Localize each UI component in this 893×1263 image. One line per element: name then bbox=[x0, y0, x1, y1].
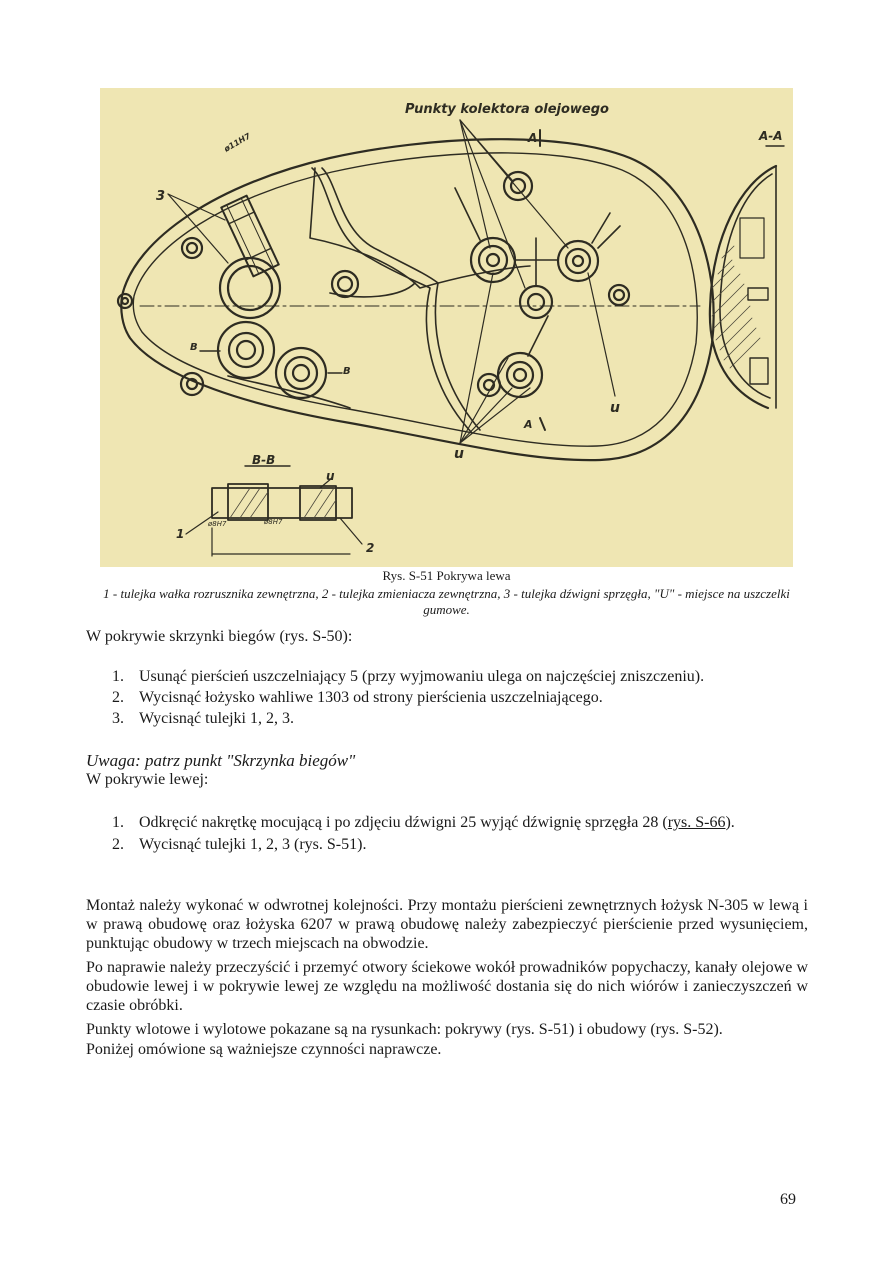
list-item: 2. Wycisnąć tulejki 1, 2, 3 (rys. S-51). bbox=[112, 836, 367, 853]
note-text: Uwaga: patrz punkt "Skrzynka biegów" bbox=[86, 751, 356, 770]
label-three: 3 bbox=[156, 189, 166, 204]
cover-drawing-svg bbox=[100, 88, 793, 567]
left-cover-intro: W pokrywie lewej: bbox=[86, 771, 209, 788]
step-text-end: ). bbox=[725, 814, 735, 831]
label-a-top: A bbox=[528, 131, 538, 145]
rib-partition-2 bbox=[322, 168, 480, 430]
section-aa-view bbox=[710, 146, 784, 408]
section-bb-view bbox=[186, 466, 362, 556]
step-text: Odkręcić nakrętkę mocującą i po zdjęciu dźwigni 25 wyjąć dźwignię sprzęgła 28 ( bbox=[139, 814, 668, 831]
label-u-right: u bbox=[610, 400, 620, 416]
hole-right-small bbox=[609, 285, 629, 305]
label-b-left: B bbox=[190, 342, 198, 353]
label-one: 1 bbox=[176, 527, 185, 541]
boss-lower-left bbox=[276, 348, 326, 398]
collector-boss-right bbox=[558, 241, 598, 281]
step-text: Wycisnąć tulejki 1, 2, 3. bbox=[139, 710, 294, 727]
rib-partition bbox=[312, 168, 472, 433]
cover-outline bbox=[121, 139, 713, 460]
label-dim-bb-right: ø8H7 bbox=[264, 518, 283, 526]
rib-lower bbox=[228, 376, 350, 408]
paragraph-assembly: Montaż należy wykonać w odwrotnej kolejności. Przy montażu pierścieni zewnętrznych łożysk N-305 w lewą i w prawą obudowę oraz łożyska 6207 w prawą obudowę należy zabezpieczyć pierścienie przed wysunięciem, punktując obudowy w trzech miejscach na obwodzie. bbox=[86, 897, 808, 952]
label-two: 2 bbox=[366, 541, 375, 555]
gearbox-cover-intro: W pokrywie skrzynki biegów (rys. S-50): bbox=[86, 628, 353, 645]
paragraph-inlet-points: Punkty wlotowe i wylotowe pokazane są na rysunkach: pokrywy (rys. S-51) i obudowy (rys. S-52). bbox=[86, 1021, 723, 1038]
label-u-bottom: u bbox=[454, 446, 464, 462]
left-cover-steps bbox=[86, 813, 808, 854]
collector-boss-bottom bbox=[498, 353, 542, 397]
label-dim-lever: ø11H7 bbox=[222, 131, 253, 154]
label-b-right: B bbox=[343, 366, 351, 377]
step-text: Wycisnąć tulejki 1, 2, 3 (rys. S-51). bbox=[139, 836, 367, 853]
list-item: 1. Odkręcić nakrętkę mocującą i po zdjęciu dźwigni 25 wyjąć dźwignię sprzęgła 28 (rys. S-66). bbox=[112, 814, 735, 831]
list-item: 3. Wycisnąć tulejki 1, 2, 3. bbox=[112, 710, 294, 727]
hole-top-left bbox=[182, 238, 202, 258]
hole-left bbox=[118, 294, 132, 308]
figure-caption-description: 1 - tulejka wałka rozrusznika zewnętrzna, 2 - tulejka zmieniacza zewnętrzna, 3 - tulejka dźwigni sprzęgła, "U" - miejsce na uszczelki gumowe. bbox=[103, 586, 790, 617]
three-leaders bbox=[168, 194, 228, 263]
collector-boss-mid bbox=[520, 286, 552, 318]
label-section-aa: A-A bbox=[759, 129, 783, 143]
label-section-bb: B-B bbox=[252, 453, 276, 467]
gearbox-cover-steps bbox=[86, 667, 808, 728]
step-text: Wycisnąć łożysko wahliwe 1303 od strony pierścienia uszczelniającego. bbox=[139, 689, 603, 706]
rib-upper bbox=[310, 168, 530, 288]
label-a-bottom: A bbox=[524, 418, 533, 431]
page-number: 69 bbox=[780, 1191, 796, 1208]
figure-link-s66[interactable]: rys. S-66 bbox=[667, 814, 726, 831]
step-text: Usunąć pierścień uszczelniający 5 (przy wyjmowaniu ulega on najczęściej zniszczeniu). bbox=[139, 668, 705, 685]
figure-caption-title: Rys. S-51 Pokrywa lewa bbox=[382, 568, 511, 583]
list-item: 1. Usunąć pierścień uszczelniający 5 (przy wyjmowaniu ulega on najczęściej zniszczeniu). bbox=[112, 668, 705, 685]
boss-mid-left bbox=[218, 322, 274, 378]
list-item: 2. Wycisnąć łożysko wahliwe 1303 od strony pierścienia uszczelniającego. bbox=[112, 689, 603, 706]
paragraph-repairs: Poniżej omówione są ważniejsze czynności naprawcze. bbox=[86, 1041, 442, 1058]
label-oil-collector: Punkty kolektora olejowego bbox=[405, 102, 609, 117]
u-leaders bbox=[460, 273, 615, 443]
technical-drawing bbox=[100, 88, 793, 567]
label-u-small: u bbox=[326, 469, 335, 483]
hole-center bbox=[332, 271, 358, 297]
paragraph-cleaning: Po naprawie należy przeczyścić i przemyć otwory ściekowe wokół prowadników popychaczy, kanały olejowe w obudowie lewej i w pokrywie lewej ze względu na możliwość dostania się do nich wiórów i zanieczyszczeń w czasie obróbki. bbox=[86, 959, 808, 1014]
label-dim-bb-left: ø8H7 bbox=[208, 520, 227, 528]
